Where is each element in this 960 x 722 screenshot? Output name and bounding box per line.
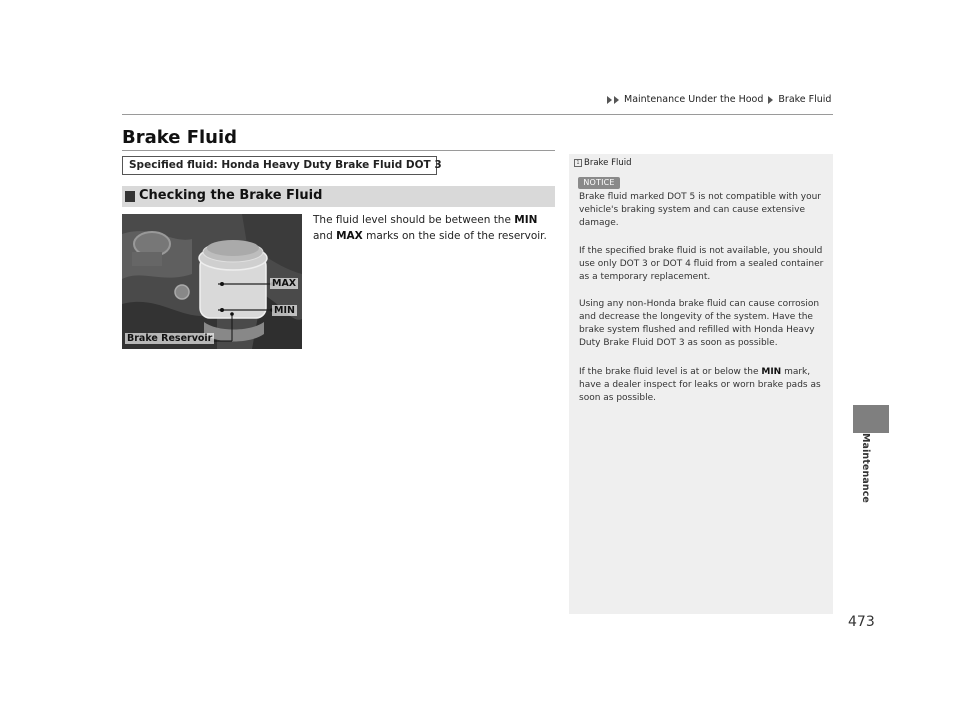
sidebar-paragraph-2: If the specified brake fluid is not available, you should use only DOT 3 or DOT 4 fluid from a sealed container as a temporary replacement. — [579, 246, 824, 282]
body-paragraph: The fluid level should be between the MIN and MAX marks on the side of the reservoir. — [313, 214, 547, 242]
section-square-icon — [125, 191, 135, 202]
section-heading — [122, 186, 555, 207]
section-thumb-label: Maintenance — [860, 433, 871, 503]
breadcrumb-item-brake-fluid[interactable]: Brake Fluid — [778, 94, 832, 105]
title-rule — [122, 150, 555, 151]
breadcrumb-arrow-icon — [607, 96, 612, 104]
max-emphasis: MAX — [336, 229, 363, 242]
notice-badge: NOTICE — [578, 177, 620, 189]
brake-reservoir-photo — [122, 214, 302, 349]
max-mark-label: MAX — [272, 278, 297, 289]
sidebar-paragraph-notice: Brake fluid marked DOT 5 is not compatible with your vehicle's braking system and can cause extensive damage. — [579, 192, 822, 228]
sidebar-ref-title-text: Brake Fluid — [584, 158, 632, 168]
specified-fluid-box: Specified fluid: Honda Heavy Duty Brake Fluid DOT 3 — [122, 156, 437, 175]
reference-marker-icon: 1 — [574, 159, 582, 167]
sidebar-paragraph-4: If the brake fluid level is at or below the MIN mark, have a dealer inspect for leaks or worn brake pads as soon as possible. — [579, 367, 821, 403]
min-emphasis: MIN — [761, 367, 782, 377]
sidebar-ref-title — [574, 158, 631, 168]
min-mark-label: MIN — [274, 305, 295, 316]
min-emphasis: MIN — [514, 214, 538, 226]
sidebar-paragraph-3: Using any non-Honda brake fluid can cause corrosion and decrease the longevity of the system. Have the brake system flushed and refilled with Honda Heavy Duty Brake Fluid DOT 3 as soon as possible. — [579, 299, 820, 348]
breadcrumb-arrow-icon — [614, 96, 619, 104]
page-title: Brake Fluid — [122, 127, 238, 148]
section-heading-label: Checking the Brake Fluid — [139, 188, 323, 203]
breadcrumb — [607, 94, 831, 105]
breadcrumb-arrow-icon — [768, 96, 773, 104]
page-number: 473 — [848, 614, 875, 630]
section-thumb-tab — [853, 405, 889, 433]
brake-reservoir-label: Brake Reservoir — [127, 333, 213, 344]
breadcrumb-item-maintenance-under-hood[interactable]: Maintenance Under the Hood — [624, 94, 764, 105]
header-rule — [122, 114, 833, 115]
